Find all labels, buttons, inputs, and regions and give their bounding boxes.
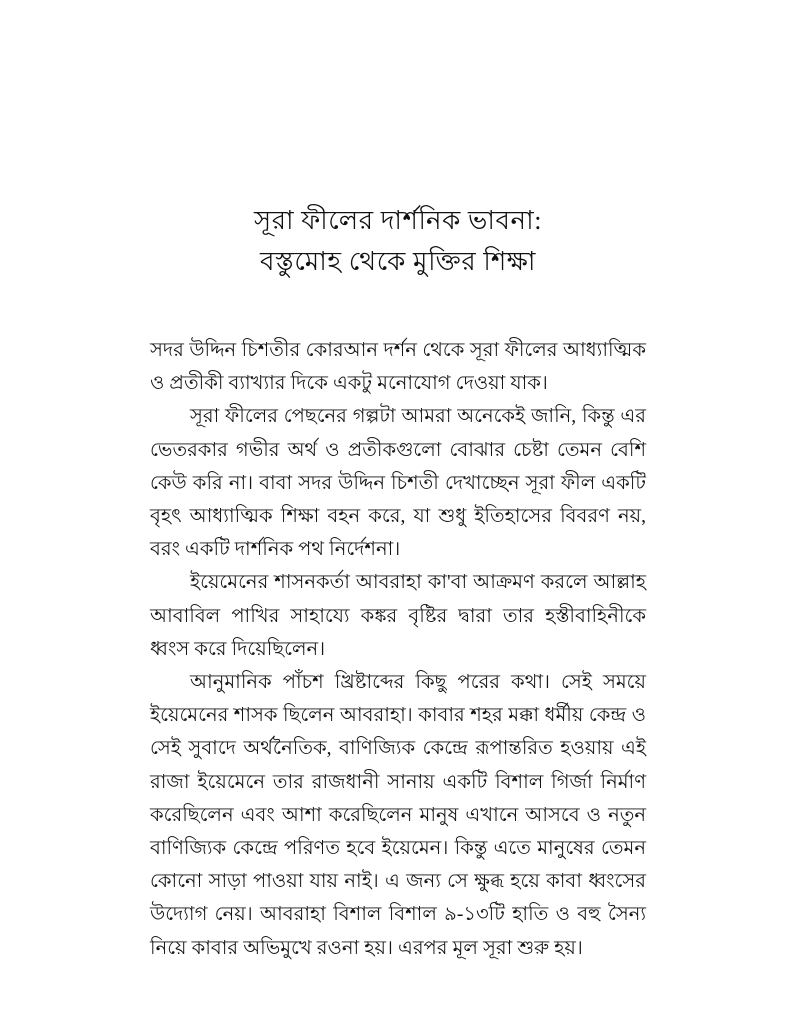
page-title-line-2: বস্তুমোহ থেকে মুক্তির শিক্ষা [259,247,537,276]
page-title-line-1: সূরা ফীলের দার্শনিক ভাবনা: [253,206,543,235]
body-paragraph-1: সদর উদ্দিন চিশতীর কোরআন দর্শন থেকে সূরা ফীলের আধ্যাত্মিক ও প্রতীকী ব্যাখ্যার দিকে একটু মনোযোগ দেওয়া যাক। [150,340,646,395]
page-title [150,200,646,282]
body-paragraph-4: আনুমানিক পাঁচশ খ্রিষ্টাব্দের কিছু পরের কথা। সেই সময়ে ইয়েমেনের শাসক ছিলেন আবরাহা। কাবার শহর মক্কা ধর্মীয় কেন্দ্র ও সেই সুবাদে অর্থনৈতিক, বাণিজ্যিক কেন্দ্রে রূপান্তরিত হওয়ায় এই রাজা ইয়েমেনে তার রাজধানী সানায় একটি বিশাল গির্জা নির্মাণ করেছিলেন এবং আশা করেছিলেন মানুষ এখানে আসবে ও নতুন বাণিজ্যিক কেন্দ্রে পরিণত হবে ইয়েমেন। কিন্তু এতে মানুষের তেমন কোনো সাড়া পাওয়া যায় নাই। এ জন্য সে ক্ষুব্ধ হয়ে কাবা ধ্বংসের উদ্যোগ নেয়। আবরাহা বিশাল বিশাল ৯-১৩টি হাতি ও বহু সৈন্য নিয়ে কাবার অভিমুখে রওনা হয়। এরপর মূল সূরা শুরু হয়। [150,672,646,959]
body-paragraph-2: সূরা ফীলের পেছনের গল্পটা আমরা অনেকেই জানি, কিন্তু এর ভেতরকার গভীর অর্থ ও প্রতীকগুলো বোঝার চেষ্টা তেমন বেশি কেউ করি না। বাবা সদর উদ্দিন চিশতী দেখাচ্ছেন সূরা ফীল একটি বৃহৎ আধ্যাত্মিক শিক্ষা বহন করে, যা শুধু ইতিহাসের বিবরণ নয়, বরং একটি দার্শনিক পথ নির্দেশনা। [150,406,646,561]
body-paragraph-3: ইয়েমেনের শাসনকর্তা আবরাহা কা'বা আক্রমণ করলে আল্লাহ আবাবিল পাখির সাহায্যে কঙ্কর বৃষ্টির দ্বারা তার হস্তীবাহিনীকে ধ্বংস করে দিয়েছিলেন। [150,572,646,660]
body-text-block [150,334,646,965]
title-block [150,200,646,282]
